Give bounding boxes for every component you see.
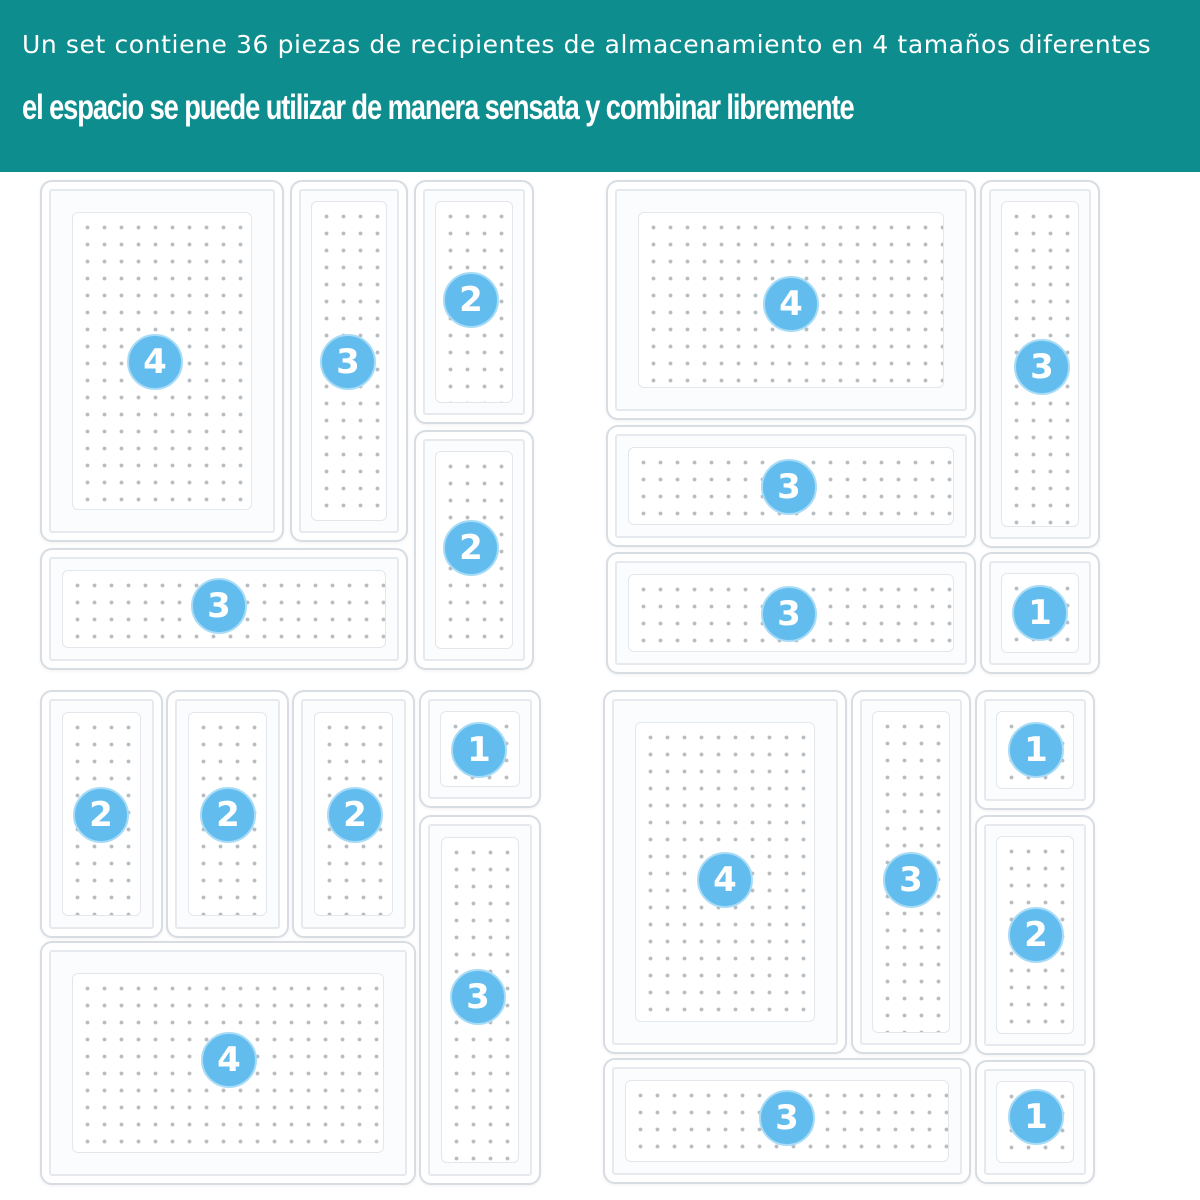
size-badge: 3 bbox=[191, 578, 247, 634]
tray-size-4 bbox=[40, 180, 284, 542]
size-badge: 1 bbox=[1008, 1089, 1064, 1145]
size-badge: 3 bbox=[1014, 339, 1070, 395]
headline: Un set contiene 36 piezas de recipientes de almacenamiento en 4 tamaños diferentes bbox=[22, 30, 1152, 59]
size-badge: 3 bbox=[883, 852, 939, 908]
size-badge: 3 bbox=[320, 334, 376, 390]
size-badge: 3 bbox=[759, 1090, 815, 1146]
size-badge: 1 bbox=[451, 722, 507, 778]
tray-size-3 bbox=[606, 425, 976, 547]
tray-size-3 bbox=[290, 180, 408, 542]
tray-size-3 bbox=[603, 1058, 971, 1184]
tray-size-4 bbox=[603, 690, 847, 1054]
tray-size-3 bbox=[606, 552, 976, 674]
size-badge: 2 bbox=[443, 272, 499, 328]
tray-size-2 bbox=[166, 690, 289, 938]
tray-size-2 bbox=[292, 690, 415, 938]
size-badge: 2 bbox=[443, 520, 499, 576]
tray-size-3 bbox=[980, 180, 1100, 548]
size-badge: 4 bbox=[697, 852, 753, 908]
size-badge: 2 bbox=[327, 787, 383, 843]
tray-size-2 bbox=[414, 430, 534, 670]
tray-size-2 bbox=[975, 815, 1095, 1055]
size-badge: 2 bbox=[73, 787, 129, 843]
size-badge: 3 bbox=[761, 459, 817, 515]
tray-size-3 bbox=[419, 815, 541, 1185]
tray-size-4 bbox=[40, 941, 416, 1185]
size-badge: 1 bbox=[1012, 585, 1068, 641]
size-badge: 3 bbox=[761, 586, 817, 642]
tray-size-2 bbox=[40, 690, 163, 938]
size-badge: 2 bbox=[1008, 907, 1064, 963]
tray-size-1 bbox=[419, 690, 541, 808]
subheadline: el espacio se puede utilizar de manera sensata y combinar libremente bbox=[22, 88, 854, 127]
size-badge: 3 bbox=[450, 969, 506, 1025]
tray-size-1 bbox=[980, 552, 1100, 674]
size-badge: 1 bbox=[1008, 722, 1064, 778]
size-badge: 2 bbox=[200, 787, 256, 843]
tray-size-3 bbox=[40, 548, 408, 670]
size-badge: 4 bbox=[127, 334, 183, 390]
size-badge: 4 bbox=[763, 276, 819, 332]
tray-size-3 bbox=[851, 690, 971, 1054]
tray-size-4 bbox=[606, 180, 976, 420]
tray-size-1 bbox=[975, 1060, 1095, 1184]
size-badge: 4 bbox=[201, 1032, 257, 1088]
tray-size-1 bbox=[975, 690, 1095, 810]
tray-size-2 bbox=[414, 180, 534, 424]
